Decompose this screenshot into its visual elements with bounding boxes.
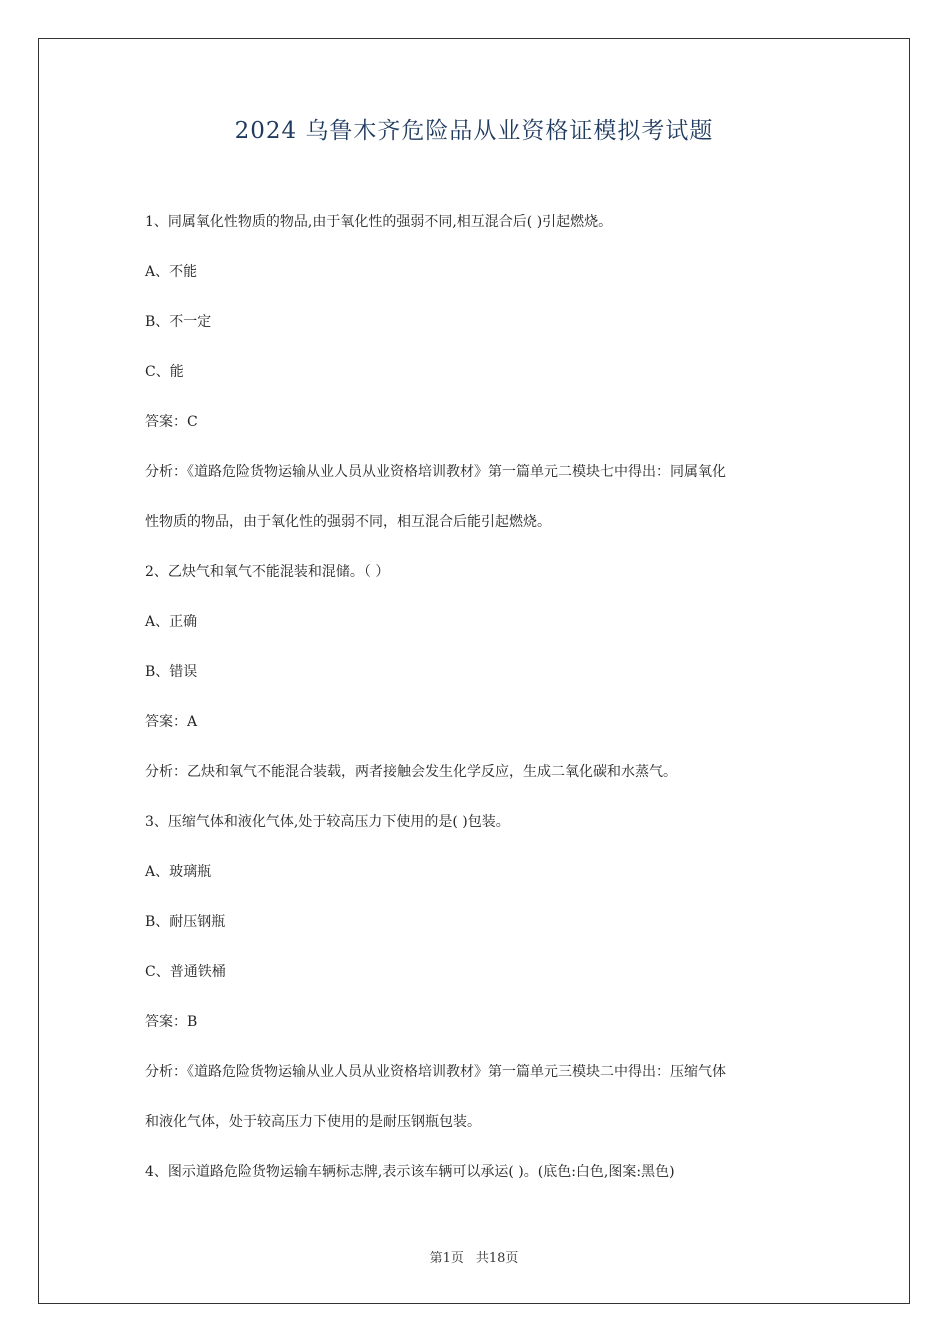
question-3-option-b: B、耐压钢瓶 (145, 914, 226, 930)
question-content (145, 197, 825, 1197)
question-3-option-a: A、玻璃瓶 (145, 864, 212, 880)
page-total: 共18页 (475, 1251, 519, 1266)
question-3-analysis-line-2: 和液化气体，处于较高压力下使用的是耐压钢瓶包装。 (145, 1114, 481, 1130)
question-2-text: 2、乙炔气和氧气不能混装和混储。（ ） (145, 564, 390, 580)
question-2-option-b: B、错误 (145, 664, 198, 680)
question-2-option-a: A、正确 (145, 614, 198, 630)
page-number: 第1页 (429, 1251, 464, 1266)
question-3-text: 3、压缩气体和液化气体,处于较高压力下使用的是( )包装。 (145, 814, 510, 830)
page-footer (38, 1247, 910, 1266)
question-1-text: 1、同属氧化性物质的物品,由于氧化性的强弱不同,相互混合后( )引起燃烧。 (145, 214, 613, 230)
question-4-text: 4、图示道路危险货物运输车辆标志牌,表示该车辆可以承运( )。(底色:白色,图案:黑色) (145, 1164, 675, 1180)
question-1-analysis-line-1: 分析：《道路危险货物运输从业人员从业资格培训教材》第一篇单元二模块七中得出：同属氧化 (145, 464, 726, 480)
document-title: 2024 乌鲁木齐危险品从业资格证模拟考试题 (234, 118, 714, 144)
question-1-analysis-line-2: 性物质的物品，由于氧化性的强弱不同，相互混合后能引起燃烧。 (145, 514, 551, 530)
question-1-option-b: B、不一定 (145, 314, 212, 330)
question-1-answer: 答案：C (145, 414, 198, 430)
question-3-answer: 答案：B (145, 1014, 198, 1030)
question-3-option-c: C、普通铁桶 (145, 964, 226, 980)
question-1-option-c: C、能 (145, 364, 184, 380)
question-3-analysis-line-1: 分析：《道路危险货物运输从业人员从业资格培训教材》第一篇单元三模块二中得出：压缩气体 (145, 1064, 726, 1080)
question-2-analysis: 分析：乙炔和氧气不能混合装载，两者接触会发生化学反应，生成二氧化碳和水蒸气。 (145, 764, 677, 780)
question-2-answer: 答案：A (145, 714, 198, 730)
question-1-option-a: A、不能 (145, 264, 198, 280)
